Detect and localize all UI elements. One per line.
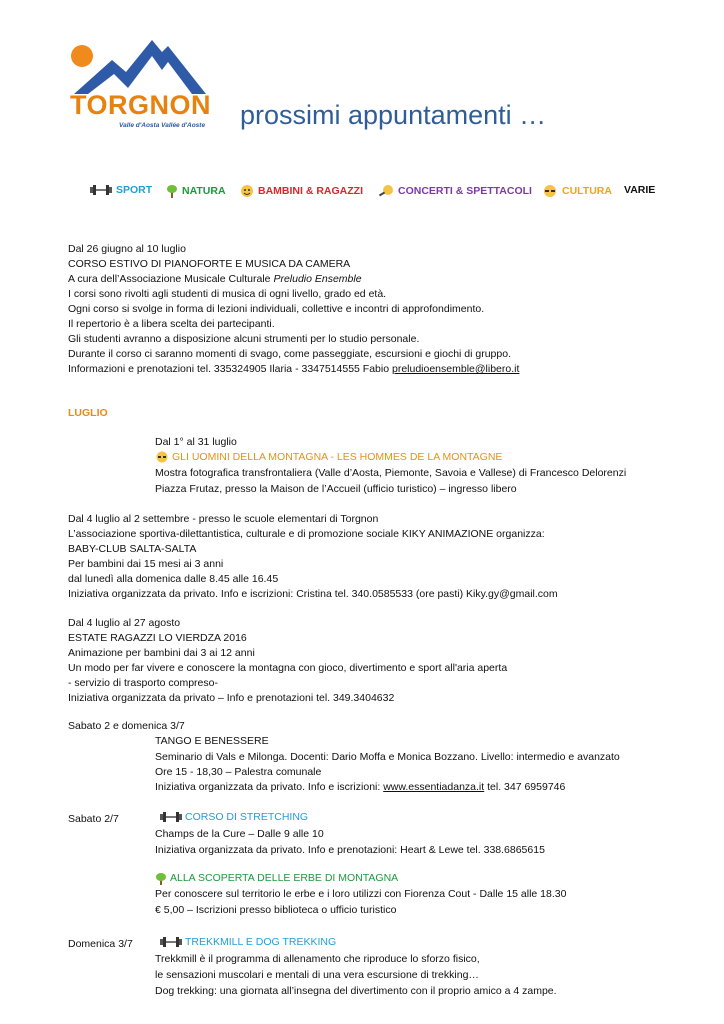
event-text: TANGO E BENESSERE bbox=[155, 735, 269, 747]
event-title bbox=[160, 810, 308, 825]
ensemble-name: Preludio Ensemble bbox=[273, 273, 362, 285]
event-text: Ore 15 - 18,30 – Palestra comunale bbox=[155, 766, 322, 778]
event-text bbox=[68, 362, 519, 377]
event-text: Dal 4 luglio al 2 settembre - presso le scuole elementari di Torgnon bbox=[68, 513, 379, 525]
event-text: Per bambini dai 15 mesi ai 3 anni bbox=[68, 558, 224, 570]
event-text: ESTATE RAGAZZI LO VIERDZA 2016 bbox=[68, 632, 247, 644]
event-text bbox=[68, 272, 362, 287]
event-title bbox=[155, 450, 502, 465]
event-text-part: Iniziativa organizzata da privato. Info e iscrizioni: bbox=[155, 781, 384, 793]
legend-concerti bbox=[378, 184, 532, 198]
event-text: Dal 26 giugno al 10 luglio bbox=[68, 243, 186, 255]
legend-concerti-label: CONCERTI & SPETTACOLI bbox=[398, 185, 532, 197]
event-text-part: Informazioni e prenotazioni tel. 335324905 Ilaria - 3347514555 Fabio bbox=[68, 363, 392, 375]
sport-icon bbox=[160, 811, 182, 823]
event-title-text: CORSO DI STRETCHING bbox=[185, 811, 309, 823]
legend-bambini bbox=[240, 184, 363, 198]
event-text: Durante il corso ci saranno momenti di svago, come passeggiate, escursioni e giochi di gruppo. bbox=[68, 348, 511, 360]
event-text: Champs de la Cure – Dalle 9 alle 10 bbox=[155, 828, 324, 840]
culture-icon bbox=[542, 184, 558, 198]
logo-wordmark: TORGNON bbox=[70, 90, 212, 120]
legend-cultura-label: CULTURA bbox=[562, 185, 612, 197]
event-text: le sensazioni muscolari e mentali di una vera escursione di trekking… bbox=[155, 969, 479, 981]
culture-icon bbox=[155, 451, 169, 463]
event-text: € 5,00 – Iscrizioni presso biblioteca o ufficio turistico bbox=[155, 904, 397, 916]
event-title-text: ALLA SCOPERTA DELLE ERBE DI MONTAGNA bbox=[170, 872, 399, 884]
event-text: Iniziativa organizzata da privato. Info e iscrizioni: Cristina tel. 340.0585533 (ore pasti) Kiky.gy@gmail.com bbox=[68, 588, 558, 600]
music-icon bbox=[378, 184, 394, 198]
event-text: Iniziativa organizzata da privato – Info e prenotazioni tel. 349.3404632 bbox=[68, 692, 395, 704]
sport-icon bbox=[160, 936, 182, 948]
event-text: Iniziativa organizzata da privato. Info e prenotazioni: Heart & Lewe tel. 338.6865615 bbox=[155, 844, 545, 856]
event-text: BABY-CLUB SALTA-SALTA bbox=[68, 543, 197, 555]
legend-natura bbox=[166, 184, 226, 198]
month-heading: LUGLIO bbox=[68, 407, 108, 419]
event-title-text: GLI UOMINI DELLA MONTAGNA - LES HOMMES DE LA MONTAGNE bbox=[172, 451, 503, 463]
event-text: dal lunedì alla domenica dalle 8.45 alle 16.45 bbox=[68, 573, 279, 585]
event-text: Mostra fotografica transfrontaliera (Valle d’Aosta, Piemonte, Savoia e Vallese) di Francesco Delorenzi bbox=[155, 467, 627, 479]
event-title bbox=[160, 935, 336, 950]
event-text: Ogni corso si svolge in forma di lezioni individuali, collettive e incontri di approfondimento. bbox=[68, 303, 485, 315]
event-text: Dog trekking: una giornata all’insegna del divertimento con il proprio amico a 4 zampe. bbox=[155, 985, 557, 997]
torgnon-logo bbox=[64, 32, 212, 136]
legend-varie bbox=[624, 184, 655, 196]
event-text: - servizio di trasporto compreso- bbox=[68, 677, 218, 689]
sport-icon bbox=[90, 184, 112, 196]
child-icon bbox=[240, 184, 254, 198]
event-text: Un modo per far vivere e conoscere la montagna con gioco, divertimento e sport all'aria aperta bbox=[68, 662, 508, 674]
event-text: Seminario di Vals e Milonga. Docenti: Dario Moffa e Monica Bozzano. Livello: intermedio e avanzato bbox=[155, 751, 620, 763]
event-text: Il repertorio è a libera scelta dei partecipanti. bbox=[68, 318, 275, 330]
event-text: Per conoscere sul territorio le erbe e i loro utilizzi con Fiorenza Cout - Dalle 15 alle 18.30 bbox=[155, 888, 567, 900]
event-text: Gli studenti avranno a disposizione alcuni strumenti per lo studio personale. bbox=[68, 333, 420, 345]
tree-icon bbox=[166, 184, 178, 198]
event-text: Piazza Frutaz, presso la Maison de l’Accueil (ufficio turistico) – ingresso libero bbox=[155, 483, 517, 495]
legend-sport bbox=[90, 184, 152, 196]
event-text-part: tel. 347 6959746 bbox=[484, 781, 566, 793]
page-title: prossimi appuntamenti … bbox=[240, 100, 547, 130]
event-text: Trekkmill è il programma di allenamento che riproduce lo sforzo fisico, bbox=[155, 953, 480, 965]
event-text: Animazione per bambini dai 3 ai 12 anni bbox=[68, 647, 255, 659]
event-text: CORSO ESTIVO DI PIANOFORTE E MUSICA DA CAMERA bbox=[68, 258, 351, 270]
event-text bbox=[155, 780, 565, 795]
event-text-part: A cura dell’Associazione Musicale Culturale bbox=[68, 273, 274, 285]
website-link[interactable]: www.essentiadanza.it bbox=[383, 781, 485, 793]
legend-bambini-label: BAMBINI & RAGAZZI bbox=[258, 185, 363, 197]
event-text: Dal 4 luglio al 27 agosto bbox=[68, 617, 181, 629]
event-date: Domenica 3/7 bbox=[68, 938, 133, 950]
legend-cultura bbox=[542, 184, 612, 198]
email-link[interactable]: preludioensemble@libero.it bbox=[391, 363, 520, 375]
event-text: L’associazione sportiva-dilettantistica, culturale e di promozione sociale KIKY ANIMAZIONE organizza: bbox=[68, 528, 545, 540]
event-title bbox=[155, 871, 398, 886]
legend-natura-label: NATURA bbox=[182, 185, 226, 197]
event-date: Dal 1° al 31 luglio bbox=[155, 436, 237, 448]
event-date: Sabato 2/7 bbox=[68, 813, 119, 825]
event-text: I corsi sono rivolti agli studenti di musica di ogni livello, grado ed età. bbox=[68, 288, 387, 300]
tree-icon bbox=[155, 872, 167, 885]
category-legend bbox=[0, 184, 724, 200]
legend-varie-label: VARIE bbox=[624, 184, 656, 196]
event-title-text: TREKKMILL E DOG TREKKING bbox=[185, 936, 337, 948]
legend-sport-label: SPORT bbox=[116, 184, 153, 196]
event-date: Sabato 2 e domenica 3/7 bbox=[68, 720, 185, 732]
logo-subtitle: Valle d'Aosta Vallée d'Aoste bbox=[119, 122, 206, 129]
